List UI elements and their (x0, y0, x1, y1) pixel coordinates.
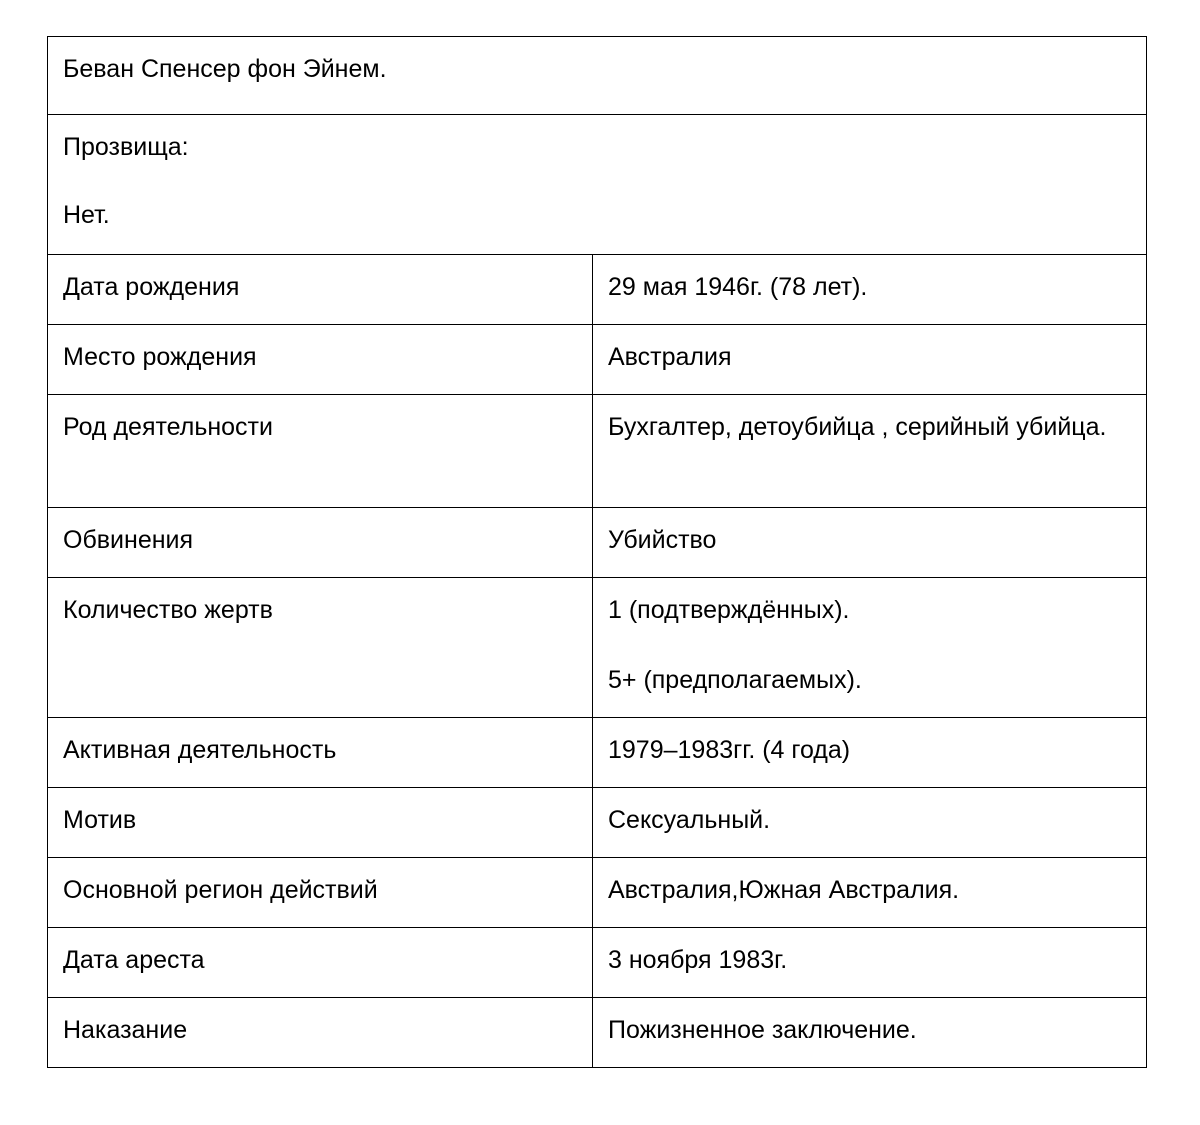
table-row (48, 788, 1147, 858)
nicknames-value: Нет. (63, 201, 110, 229)
active-period-label: Активная деятельность (48, 718, 593, 788)
sentence-value: Пожизненное заключение. (593, 998, 1147, 1068)
person-name: Беван Спенсер фон Эйнем. (63, 55, 387, 83)
table-row (48, 718, 1147, 788)
victims-suspected: 5+ (предполагаемых). (608, 666, 862, 694)
arrest-date-label: Дата ареста (48, 928, 593, 998)
arrest-date-value: 3 ноября 1983г. (593, 928, 1147, 998)
birth-date-label: Дата рождения (48, 255, 593, 325)
nicknames-label: Прозвища: (63, 133, 189, 161)
table-row (48, 928, 1147, 998)
title-cell (48, 37, 1147, 115)
birth-place-label: Место рождения (48, 325, 593, 395)
occupation-cell (593, 395, 1147, 508)
title-row (48, 37, 1147, 115)
motive-value: Сексуальный. (593, 788, 1147, 858)
region-label: Основной регион действий (48, 858, 593, 928)
victims-label: Количество жертв (48, 578, 593, 718)
profile-table (47, 36, 1147, 1068)
nicknames-row (48, 115, 1147, 255)
sentence-label: Наказание (48, 998, 593, 1068)
motive-label: Мотив (48, 788, 593, 858)
active-period-value: 1979–1983гг. (4 года) (593, 718, 1147, 788)
charges-value: Убийство (593, 508, 1147, 578)
occupation-label: Род деятельности (48, 395, 593, 508)
birth-place-value: Австралия (593, 325, 1147, 395)
table-row (48, 255, 1147, 325)
charges-label: Обвинения (48, 508, 593, 578)
table-row (48, 325, 1147, 395)
birth-date-value: 29 мая 1946г. (78 лет). (593, 255, 1147, 325)
table-row (48, 858, 1147, 928)
occupation-value: Бухгалтер, детоубийца , серийный убийца. (608, 413, 1107, 441)
table-row (48, 578, 1147, 718)
table-row (48, 395, 1147, 508)
table-row (48, 508, 1147, 578)
nicknames-cell (48, 115, 1147, 255)
table-row (48, 998, 1147, 1068)
victims-cell (593, 578, 1147, 718)
region-value: Австралия,Южная Австралия. (593, 858, 1147, 928)
victims-confirmed: 1 (подтверждённых). (608, 596, 850, 624)
